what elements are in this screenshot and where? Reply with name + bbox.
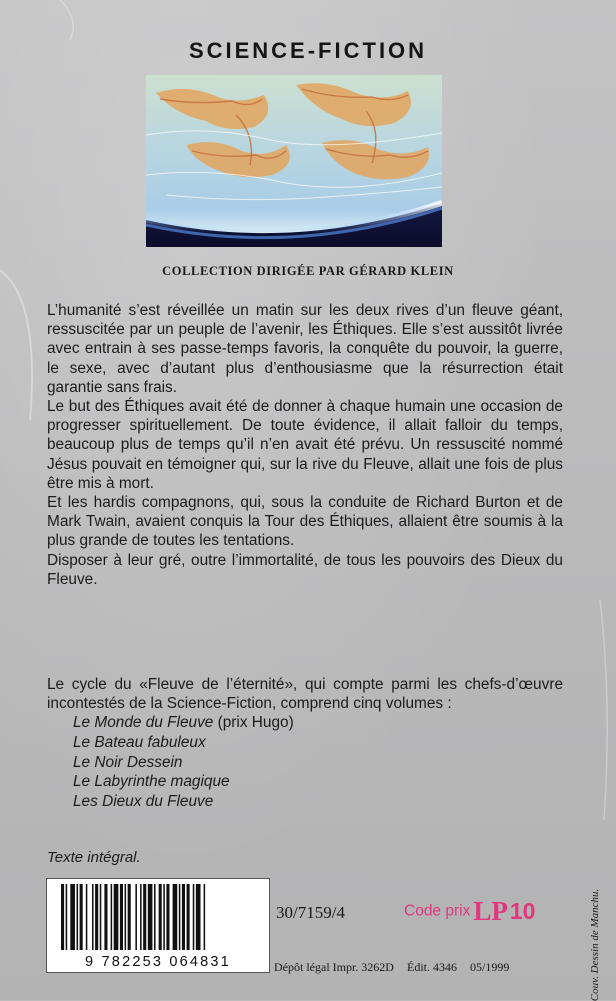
barcode bbox=[46, 878, 270, 973]
barcode-bar bbox=[111, 884, 113, 950]
barcode-bar bbox=[114, 884, 119, 950]
cover-credit bbox=[585, 888, 605, 1001]
volume-title: Le Bateau fabuleux bbox=[73, 734, 206, 751]
barcode-bar bbox=[92, 884, 94, 950]
barcode-bar bbox=[166, 884, 169, 950]
volume-list bbox=[47, 713, 563, 811]
barcode-bar bbox=[104, 884, 107, 950]
price-code-lp: LP bbox=[473, 896, 508, 926]
barcode-bar bbox=[159, 884, 162, 950]
barcode-bar bbox=[125, 884, 127, 950]
barcode-bar bbox=[154, 884, 156, 950]
isbn-number: 9 782253 064831 bbox=[85, 954, 231, 970]
planet-horizon-illustration bbox=[146, 75, 442, 247]
barcode-bar bbox=[196, 884, 201, 950]
blurb-paragraph: L’humanité s’est réveillée un matin sur les deux rives d’un fleuve géant, ressuscitée par un peuple de l’avenir, les Éthiques. Elle s’est aussitôt livrée avec entrain à ses passe-temps favoris, la conquête du pouvoir, la guerre, le sexe, avec d’autant plus d’enthousiasme que la résurrection était garantie sans frais. bbox=[47, 302, 563, 396]
barcode-bar bbox=[80, 884, 83, 950]
volume-title: Le Noir Dessein bbox=[73, 753, 183, 771]
barcode-bar bbox=[140, 884, 142, 950]
legal-date: 05/1999 bbox=[469, 960, 510, 974]
price-code-number: 10 bbox=[509, 898, 536, 924]
legal-depot: Dépôt légal Impr. 3262D bbox=[274, 960, 394, 974]
legal-edition: Édit. 4346 bbox=[406, 960, 457, 974]
cover-credit-text: Couv. Dessin de Manchu. bbox=[589, 888, 601, 1001]
barcode-bar bbox=[100, 884, 102, 950]
barcode-bar bbox=[135, 884, 137, 950]
series-title: SCIENCE-FICTION bbox=[188, 38, 428, 63]
barcode-bar bbox=[193, 884, 195, 950]
volume-item bbox=[73, 772, 563, 792]
collection-line: COLLECTION DIRIGÉE PAR GÉRARD KLEIN bbox=[162, 264, 454, 278]
legal-deposit bbox=[274, 960, 519, 975]
barcode-bar bbox=[77, 884, 79, 950]
volume-item bbox=[73, 792, 563, 812]
volume-title: Le Monde du Fleuve bbox=[73, 714, 214, 732]
barcode-bar bbox=[95, 884, 98, 950]
price-code bbox=[404, 896, 535, 927]
barcode-bar bbox=[61, 884, 64, 950]
barcode-bar bbox=[143, 884, 146, 950]
barcode-bar bbox=[148, 884, 153, 950]
barcode-bar bbox=[204, 884, 206, 950]
volume-item bbox=[73, 713, 563, 733]
barcode-icon bbox=[61, 884, 255, 950]
volume-item bbox=[73, 753, 563, 773]
volume-title: Les Dieux du Fleuve bbox=[73, 792, 214, 810]
barcode-bar bbox=[173, 884, 178, 950]
barcode-bar bbox=[163, 884, 165, 950]
blurb-paragraph: Et les hardis compagnons, qui, sous la conduite de Richard Burton et de Mark Twain, avaient conquis la Tour des Éthiques, allaient être soumis à la plus grande de toutes les tentations. bbox=[47, 494, 563, 550]
barcode-bar bbox=[66, 884, 68, 950]
cycle-intro: Le cycle du «Fleuve de l’éternité», qui compte parmi les chefs-d’œuvre incontestés de la Science-Fiction, comprend cinq volumes : bbox=[47, 676, 563, 713]
barcode-bar bbox=[179, 884, 181, 950]
barcode-bar bbox=[86, 884, 88, 950]
barcode-bar bbox=[128, 884, 131, 950]
cycle-section bbox=[47, 675, 563, 811]
volume-note: (prix Hugo) bbox=[213, 714, 294, 732]
price-code-label: Code prix bbox=[404, 902, 471, 920]
blurb bbox=[47, 301, 563, 589]
blurb-paragraph: Disposer à leur gré, outre l’immortalité, de tous les pouvoirs des Dieux du Fleuve. bbox=[47, 551, 563, 588]
blurb-paragraph: Le but des Éthiques avait été de donner à chaque humain une occasion de progresser spirituellement. De toute évidence, il allait falloir du temps, beaucoup plus de temps qu’il n’en avait été prévu. Un ressuscité nommé Jésus pouvait en témoigner qui, sur la rive du Fleuve, allait une fois de plus être mis à mort. bbox=[47, 398, 563, 492]
volume-title: Le Labyrinthe magique bbox=[73, 773, 230, 791]
barcode-bar bbox=[187, 884, 190, 950]
integral-text-note: Texte intégral. bbox=[47, 849, 141, 866]
volume-item bbox=[73, 733, 563, 753]
barcode-bar bbox=[182, 884, 185, 950]
barcode-bar bbox=[70, 884, 75, 950]
barcode-bar bbox=[120, 884, 123, 950]
catalog-reference: 30/7159/4 bbox=[276, 903, 345, 922]
